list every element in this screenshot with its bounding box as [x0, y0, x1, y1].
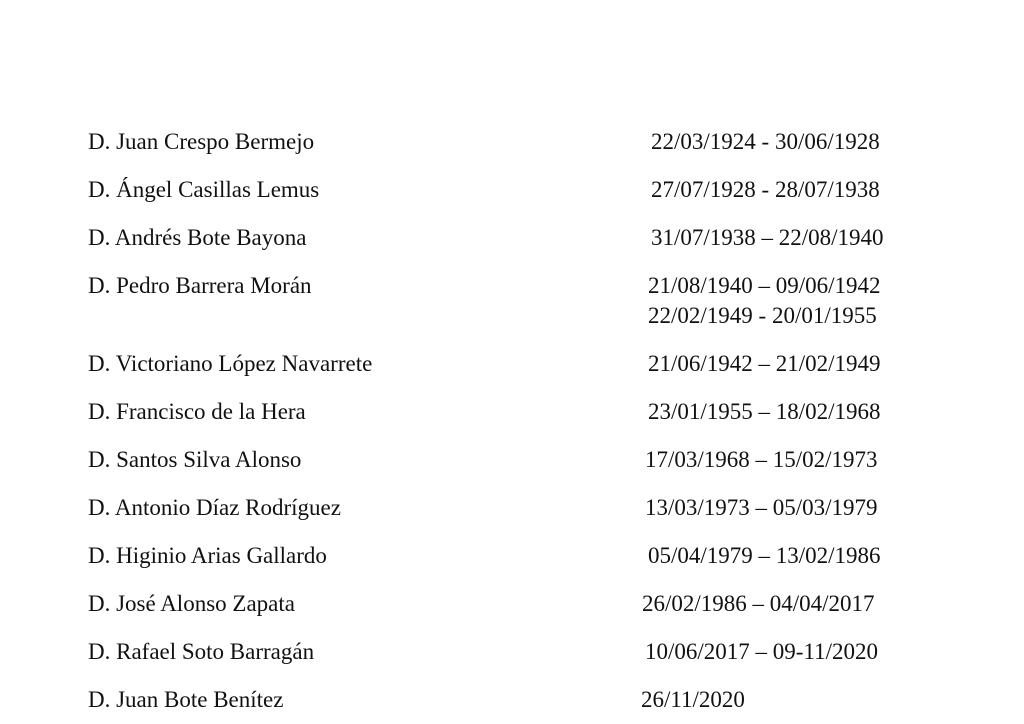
date-line: 26/11/2020: [641, 687, 745, 712]
date-line: 13/03/1973 – 05/03/1979: [645, 495, 878, 520]
date-range: [642, 589, 875, 619]
person-name: D. Victoriano López Navarrete: [88, 351, 373, 376]
date-range: [641, 685, 745, 715]
person-name: D. Higinio Arias Gallardo: [88, 543, 327, 568]
person-name: D. Rafael Soto Barragán: [88, 639, 315, 664]
person-name: D. Andrés Bote Bayona: [88, 225, 307, 250]
date-range: [651, 127, 880, 157]
date-range: [648, 397, 881, 427]
date-line: 05/04/1979 – 13/02/1986: [648, 543, 881, 568]
date-line: 21/06/1942 – 21/02/1949: [648, 351, 881, 376]
date-line: 22/02/1949 - 20/01/1955: [648, 303, 877, 328]
person-name: D. Pedro Barrera Morán: [88, 273, 312, 298]
date-range: [645, 493, 878, 523]
person-name: D. Juan Bote Benítez: [88, 687, 284, 712]
person-name: D. Juan Crespo Bermejo: [88, 129, 315, 154]
person-name: D. José Alonso Zapata: [88, 591, 295, 616]
date-range: [648, 349, 881, 379]
person-name: D. Francisco de la Hera: [88, 399, 306, 424]
date-line: 10/06/2017 – 09-11/2020: [645, 639, 878, 664]
date-line: 23/01/1955 – 18/02/1968: [648, 399, 881, 424]
date-range: [648, 271, 881, 331]
date-line: 22/03/1924 - 30/06/1928: [651, 129, 880, 154]
date-range: [645, 445, 878, 475]
person-name: D. Ángel Casillas Lemus: [88, 177, 320, 202]
person-name: D. Antonio Díaz Rodríguez: [88, 495, 341, 520]
person-name: D. Santos Silva Alonso: [88, 447, 302, 472]
date-range: [651, 175, 880, 205]
date-line: 26/02/1986 – 04/04/2017: [642, 591, 875, 616]
date-range: [645, 637, 878, 667]
date-line: 17/03/1968 – 15/02/1973: [645, 447, 878, 472]
date-line: 27/07/1928 - 28/07/1938: [651, 177, 880, 202]
date-range: [648, 541, 881, 571]
date-line: 21/08/1940 – 09/06/1942: [648, 273, 881, 298]
date-line: 31/07/1938 – 22/08/1940: [651, 225, 884, 250]
date-range: [651, 223, 884, 253]
